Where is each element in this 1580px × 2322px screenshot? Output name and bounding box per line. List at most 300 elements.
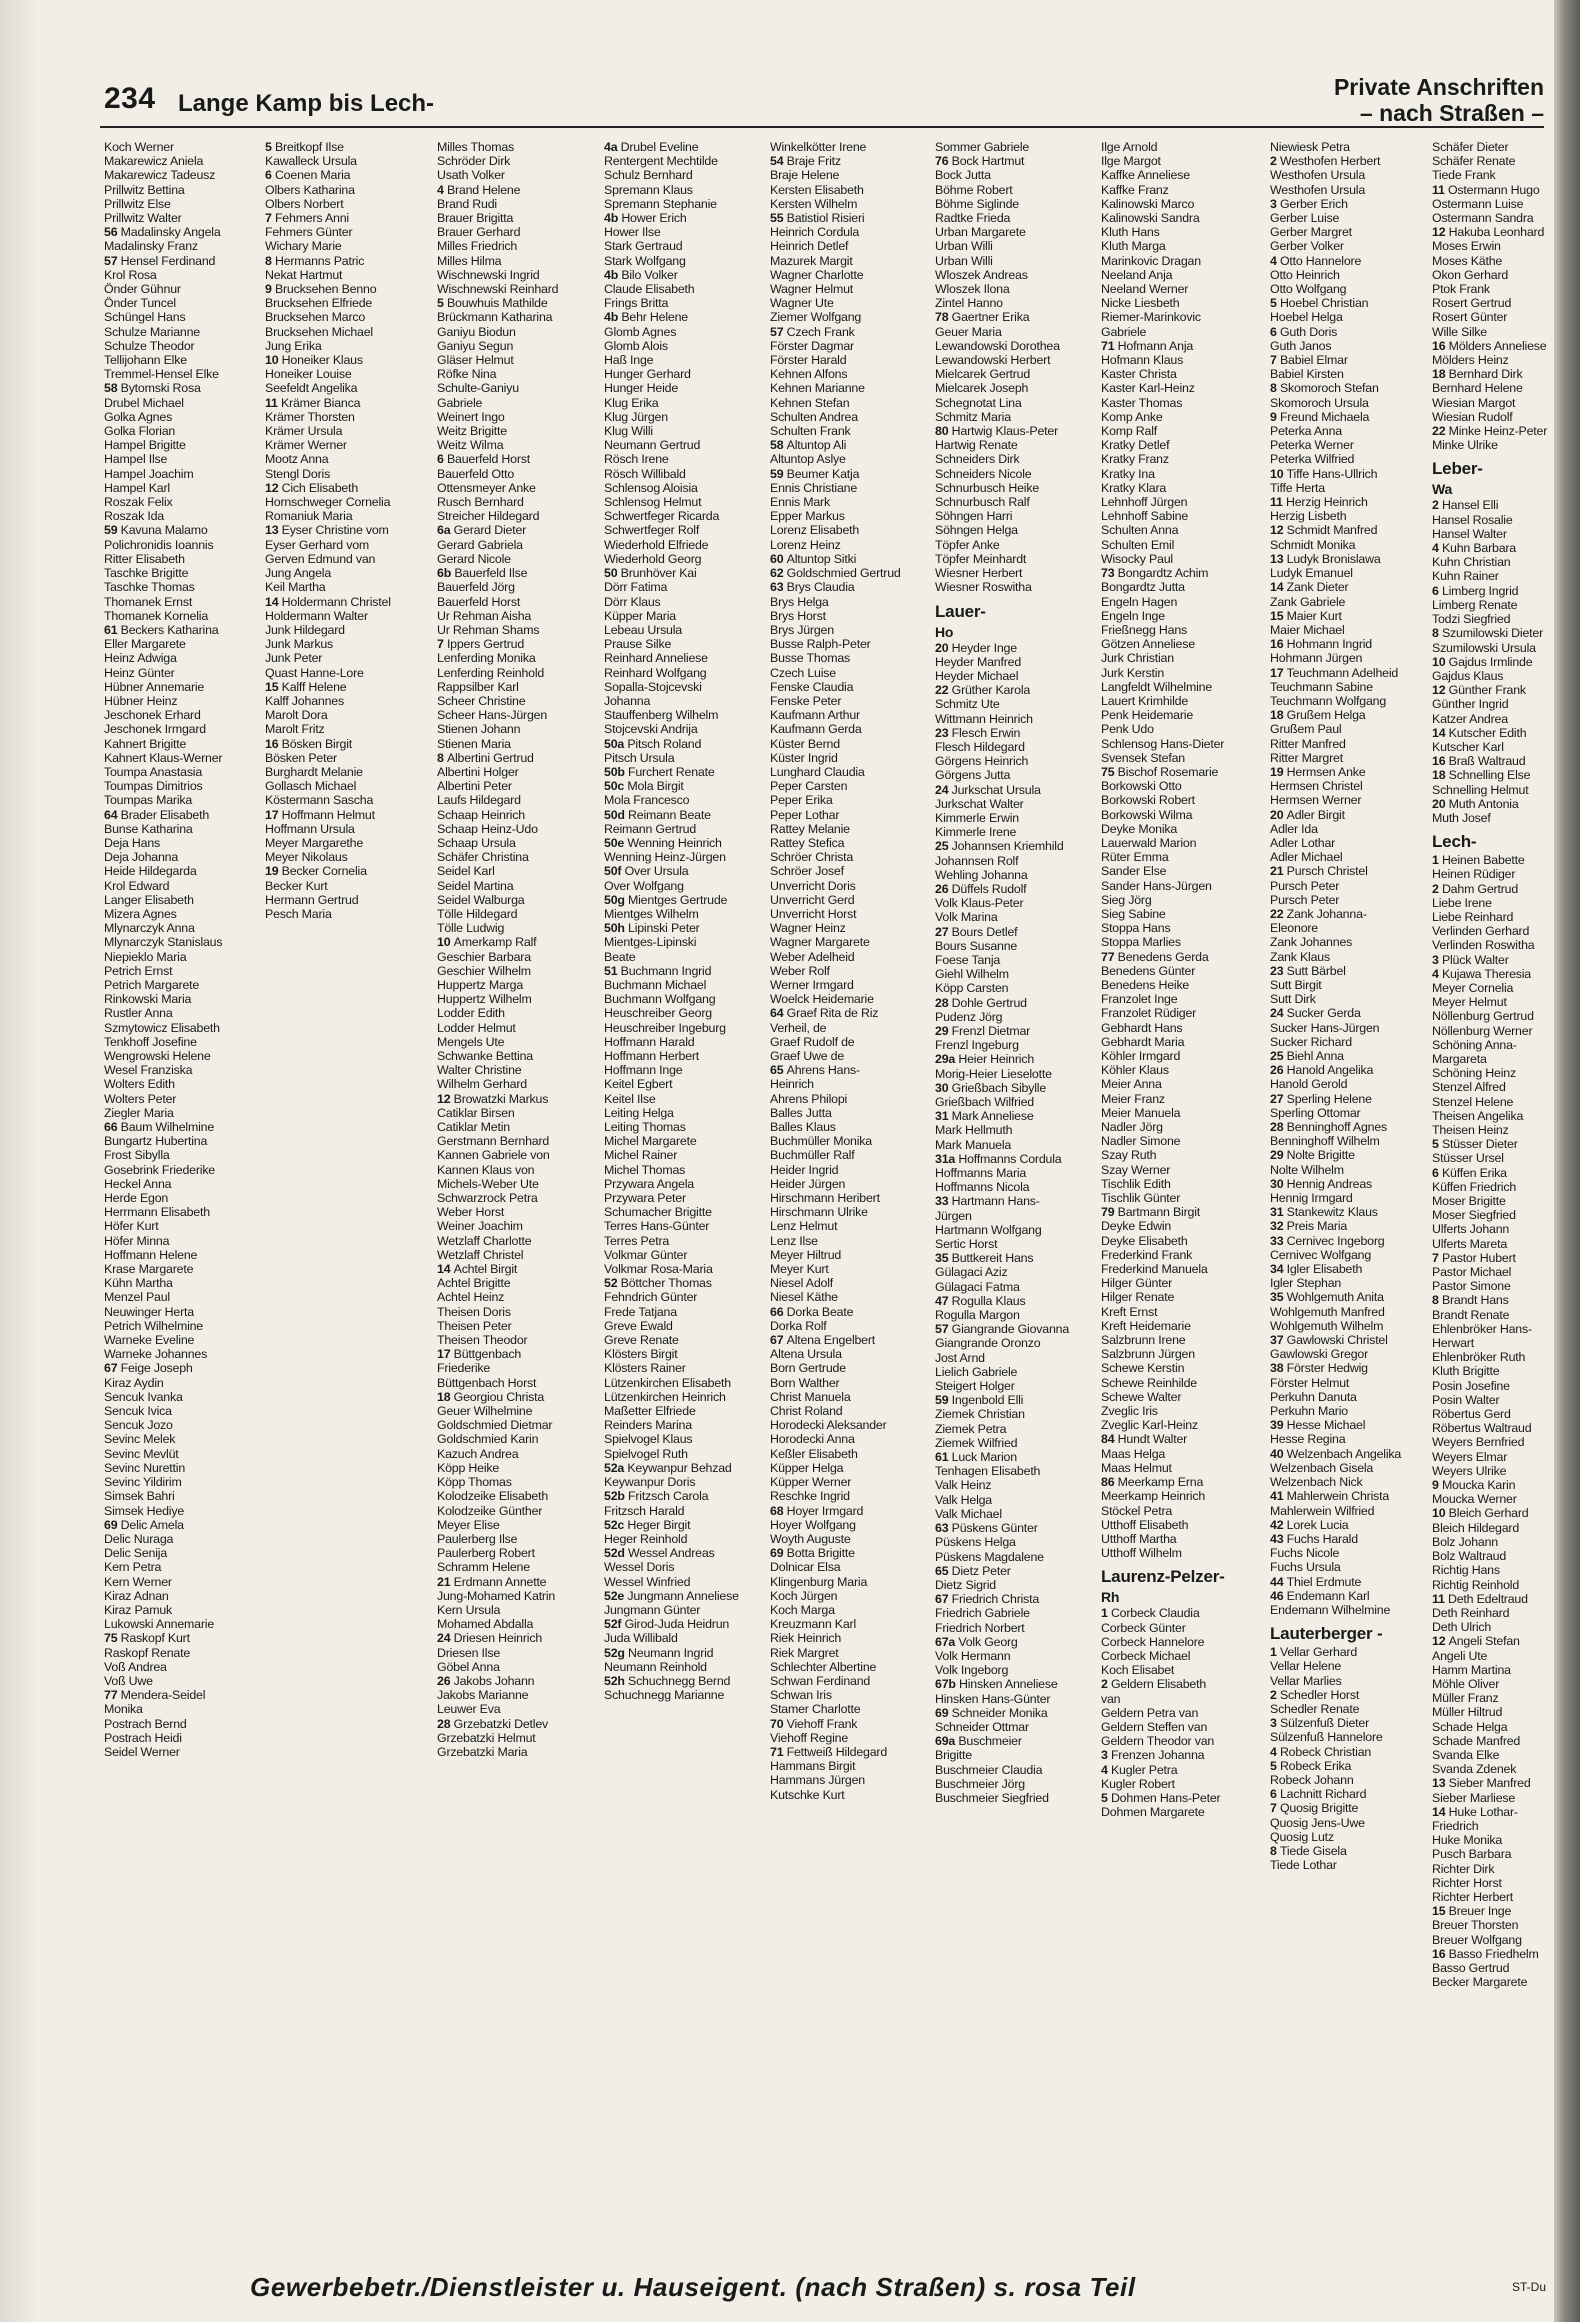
- directory-entry: Rosert Günter: [1432, 310, 1508, 325]
- house-number: 31a: [935, 1151, 959, 1166]
- directory-entry: Burghardt Melanie: [265, 764, 363, 779]
- directory-entry: 8 Hermanns Patric: [265, 253, 365, 268]
- directory-entry: Heinen Rüdiger: [1432, 867, 1516, 882]
- directory-entry: Müller Franz: [1432, 1691, 1499, 1706]
- directory-entry: Penk Udo: [1101, 722, 1154, 737]
- directory-entry: Prillwitz Walter: [104, 211, 182, 226]
- directory-entry: Ottensmeyer Anke: [437, 480, 536, 495]
- directory-entry: Meyer Nikolaus: [265, 850, 348, 865]
- directory-entry: 31a Hoffmanns Cordula: [935, 1151, 1062, 1166]
- house-number: 79: [1101, 1205, 1118, 1220]
- house-number: 57: [770, 324, 787, 339]
- directory-entry: Herwart: [1432, 1336, 1474, 1351]
- house-number: 50e: [604, 835, 628, 850]
- directory-entry: 9 Freund Michaela: [1270, 409, 1370, 424]
- directory-entry: Ulferts Mareta: [1432, 1236, 1508, 1251]
- directory-entry: Czech Luise: [770, 665, 836, 680]
- directory-entry: Beate: [604, 949, 636, 964]
- directory-entry: Eyser Gerhard vom: [265, 537, 370, 552]
- directory-entry: 69 Botta Brigitte: [770, 1546, 855, 1561]
- directory-entry: Leuwer Eva: [437, 1702, 501, 1717]
- directory-entry: Kaster Thomas: [1101, 395, 1183, 410]
- directory-entry: Menzel Paul: [104, 1290, 170, 1305]
- directory-entry: Ritter Margret: [1270, 750, 1343, 765]
- directory-entry: Seefeldt Angelika: [265, 381, 358, 396]
- directory-entry: Maßetter Elfriede: [604, 1404, 696, 1419]
- house-number: 21: [1270, 864, 1287, 879]
- directory-entry: Götzen Anneliese: [1101, 637, 1195, 652]
- directory-entry: Rattey Stefica: [770, 835, 845, 850]
- directory-entry: Frießnegg Hans: [1101, 622, 1188, 637]
- directory-entry: Schäfer Christina: [437, 850, 529, 865]
- house-number: 52c: [604, 1517, 628, 1532]
- directory-entry: Schulz Bernhard: [604, 168, 693, 183]
- directory-entry: Tölle Hildegard: [437, 906, 518, 921]
- directory-entry: 20 Muth Antonia: [1432, 796, 1519, 811]
- house-number: 20: [935, 640, 952, 655]
- directory-entry: 1 Heinen Babette: [1432, 853, 1525, 868]
- house-number: 8: [265, 253, 275, 268]
- directory-entry: Junk Markus: [265, 637, 334, 652]
- directory-entry: Köpp Thomas: [437, 1475, 512, 1490]
- directory-entry: 52b Fritzsch Carola: [604, 1489, 709, 1504]
- directory-entry: Monika: [104, 1702, 143, 1717]
- directory-entry: Grzebatzki Maria: [437, 1744, 528, 1759]
- directory-entry: Hilger Renate: [1101, 1290, 1175, 1305]
- directory-entry: Lorenz Elisabeth: [770, 523, 860, 538]
- directory-entry: Hampel Karl: [104, 480, 170, 495]
- directory-entry: 33 Cernivec Ingeborg: [1270, 1233, 1385, 1248]
- directory-entry: Bolz Waltraud: [1432, 1549, 1507, 1564]
- directory-entry: Goldschmied Dietmar: [437, 1418, 553, 1433]
- directory-entry: Kutscher Karl: [1432, 739, 1504, 754]
- directory-entry: Böhme Siglinde: [935, 196, 1019, 211]
- directory-entry: Frenzl Ingeburg: [935, 1038, 1019, 1053]
- directory-entry: Gerstmann Bernhard: [437, 1134, 550, 1149]
- directory-entry: 5 Robeck Erika: [1270, 1758, 1352, 1773]
- directory-entry: Ganiyu Biodun: [437, 324, 516, 339]
- directory-entry: Prause Silke: [604, 637, 672, 652]
- directory-entry: Woyth Auguste: [770, 1531, 851, 1546]
- directory-entry: Laufs Hildegard: [437, 793, 521, 808]
- directory-entry: 10 Gajdus Irmlinde: [1432, 654, 1533, 669]
- house-number: 29: [1270, 1148, 1287, 1163]
- directory-entry: Kolodzeike Elisabeth: [437, 1489, 549, 1504]
- directory-entry: Stark Gertraud: [604, 239, 683, 254]
- directory-entry: 4a Drubel Eveline: [604, 140, 699, 154]
- house-number: 77: [104, 1688, 121, 1703]
- directory-entry: Sucker Richard: [1270, 1034, 1352, 1049]
- directory-entry: Sopalla-Stojcevski: [604, 679, 702, 694]
- directory-entry: Kratky Klara: [1101, 480, 1167, 495]
- directory-entry: Posin Walter: [1432, 1392, 1500, 1407]
- directory-entry: Sutt Dirk: [1270, 992, 1316, 1007]
- house-number: 21: [437, 1574, 454, 1589]
- directory-entry: 28 Grzebatzki Detlev: [437, 1716, 549, 1731]
- house-number: 12: [1432, 225, 1449, 240]
- directory-entry: Robeck Johann: [1270, 1772, 1354, 1787]
- directory-entry: 7 Pastor Hubert: [1432, 1250, 1516, 1265]
- house-number: 40: [1270, 1446, 1287, 1461]
- directory-entry: Peterka Anna: [1270, 424, 1342, 439]
- directory-entry: 12 Cich Elisabeth: [265, 480, 359, 495]
- section-sublabel: – nach Straßen –: [1359, 100, 1544, 126]
- directory-entry: Keßler Elisabeth: [770, 1446, 858, 1461]
- directory-entry: Köhler Klaus: [1101, 1063, 1169, 1078]
- directory-entry: Heckel Anna: [104, 1176, 172, 1191]
- directory-entry: Hartwig Renate: [935, 438, 1018, 453]
- directory-entry: Vellar Marlies: [1270, 1673, 1342, 1688]
- directory-entry: Postrach Bernd: [104, 1716, 187, 1731]
- house-number: 67: [935, 1592, 952, 1607]
- house-number: 31: [935, 1109, 952, 1124]
- directory-entry: 59 Beumer Katja: [770, 466, 860, 481]
- directory-entry: Jurkschat Walter: [935, 796, 1024, 811]
- house-number: 60: [770, 551, 787, 566]
- directory-entry: Ritter Elisabeth: [104, 551, 185, 566]
- directory-entry: Brys Jürgen: [770, 622, 834, 637]
- directory-entry: Schaap Heinz-Udo: [437, 821, 538, 836]
- directory-entry: Kersten Elisabeth: [770, 182, 864, 197]
- directory-entry: Seidel Walburga: [437, 892, 525, 907]
- directory-entry: Zveglic Iris: [1101, 1404, 1158, 1419]
- directory-entry: Liebe Reinhard: [1432, 909, 1514, 924]
- directory-entry: Mizera Agnes: [104, 906, 177, 921]
- directory-entry: 80 Hartwig Klaus-Peter: [935, 424, 1059, 439]
- directory-entry: Gabriele: [437, 395, 483, 410]
- directory-entry: Jürgen: [935, 1208, 972, 1223]
- directory-entry: 24 Jurkschat Ursula: [935, 782, 1041, 797]
- directory-entry: Tischlik Günter: [1101, 1191, 1181, 1206]
- directory-entry: Hampel Brigitte: [104, 438, 186, 453]
- directory-entry: Klösters Rainer: [604, 1361, 686, 1376]
- house-number: 71: [770, 1744, 787, 1759]
- directory-entry: Utthoff Elisabeth: [1101, 1517, 1189, 1532]
- directory-entry: Klug Jürgen: [604, 409, 668, 424]
- directory-entry: Jeschonek Irmgard: [104, 722, 206, 737]
- directory-entry: Köpp Carsten: [935, 981, 1009, 996]
- directory-entry: Wehling Johanna: [935, 867, 1028, 882]
- house-number: 63: [770, 580, 787, 595]
- directory-entry: 3 Frenzen Johanna: [1101, 1748, 1205, 1763]
- house-number: 14: [265, 594, 282, 609]
- directory-entry: Giehl Wilhelm: [935, 967, 1009, 982]
- directory-entry: Kaffke Anneliese: [1101, 168, 1190, 183]
- directory-entry: Herzig Lisbeth: [1270, 509, 1347, 524]
- directory-entry: Mohamed Abdalla: [437, 1617, 534, 1632]
- directory-entry: Meyer Cornelia: [1432, 980, 1514, 995]
- house-number: 4b: [604, 211, 622, 226]
- scan-shadow: [0, 0, 40, 2322]
- directory-entry: Tremmel-Hensel Elke: [104, 367, 219, 382]
- directory-entry: Mazurek Margit: [770, 253, 853, 268]
- directory-entry: Krämer Thorsten: [265, 409, 355, 424]
- directory-entry: Weinert Ingo: [437, 409, 505, 424]
- house-number: 16: [1270, 637, 1287, 652]
- directory-entry: Pursch Peter: [1270, 878, 1340, 893]
- directory-entry: Hoffmann Ursula: [265, 821, 355, 836]
- directory-entry: Borkowski Robert: [1101, 793, 1195, 808]
- directory-entry: Weitz Brigitte: [437, 424, 507, 439]
- directory-entry: Hower Ilse: [604, 225, 661, 240]
- directory-entry: 63 Brys Claudia: [770, 580, 855, 595]
- house-number: 66: [104, 1120, 121, 1135]
- directory-entry: Geldern Theodor van: [1101, 1734, 1215, 1749]
- directory-entry: 22 Grüther Karola: [935, 683, 1031, 698]
- directory-entry: Wohlgemuth Wilhelm: [1270, 1318, 1384, 1333]
- directory-entry: Stamer Charlotte: [770, 1702, 861, 1717]
- directory-entry: Voß Andrea: [104, 1659, 167, 1674]
- directory-entry: 67 Friedrich Christa: [935, 1592, 1040, 1607]
- directory-entry: Förster Dagmar: [770, 338, 854, 353]
- directory-entry: Göbel Anna: [437, 1659, 500, 1674]
- house-number: 16: [1432, 754, 1449, 769]
- directory-entry: Lodder Helmut: [437, 1020, 516, 1035]
- directory-entry: Volk Klaus-Peter: [935, 896, 1024, 911]
- directory-entry: Terres Hans-Günter: [604, 1219, 710, 1234]
- directory-entry: 19 Hermsen Anke: [1270, 764, 1366, 779]
- directory-entry: Petrich Wilhelmine: [104, 1318, 203, 1333]
- directory-entry: Kreft Heidemarie: [1101, 1318, 1191, 1333]
- directory-entry: Weyers Elmar: [1432, 1449, 1508, 1464]
- directory-entry: Thomanek Kornelia: [104, 608, 209, 623]
- house-number: 47: [935, 1293, 952, 1308]
- directory-entry: Ennis Mark: [770, 495, 830, 510]
- directory-entry: Hoffmann Harald: [604, 1034, 695, 1049]
- house-number: 9: [1432, 1478, 1442, 1493]
- directory-entry: Wille Silke: [1432, 324, 1487, 339]
- directory-entry: Kiraz Adnan: [104, 1588, 169, 1603]
- directory-entry: Nekat Hartmut: [265, 267, 343, 282]
- directory-entry: 16 Mölders Anneliese: [1432, 338, 1547, 353]
- directory-entry: Wiederhold Elfriede: [604, 537, 709, 552]
- directory-entry: Kühn Martha: [104, 1276, 173, 1291]
- directory-entry: Honeiker Louise: [265, 367, 352, 382]
- directory-entry: Deja Hans: [104, 835, 161, 850]
- directory-entry: Mientges Wilhelm: [604, 906, 699, 921]
- directory-entry: 10 Tiffe Hans-Ullrich: [1270, 466, 1378, 481]
- directory-entry: 4b Hower Erich: [604, 211, 687, 226]
- directory-entry: 27 Bours Detlef: [935, 924, 1018, 939]
- directory-entry: 8 Szumilowski Dieter: [1432, 626, 1543, 641]
- house-number: 18: [1270, 708, 1287, 723]
- directory-entry: Eller Margarete: [104, 637, 186, 652]
- directory-entry: Neumann Gertrud: [604, 438, 701, 453]
- house-number: 52b: [604, 1489, 628, 1504]
- directory-entry: Theisen Peter: [437, 1318, 512, 1333]
- directory-entry: Pastor Michael: [1432, 1265, 1512, 1280]
- directory-entry: Westhofen Ursula: [1270, 182, 1366, 197]
- directory-entry: Wagner Margarete: [770, 935, 870, 950]
- directory-entry: Maas Helga: [1101, 1446, 1166, 1461]
- directory-entry: Petrich Margarete: [104, 977, 200, 992]
- directory-entry: Theisen Heinz: [1432, 1123, 1509, 1137]
- directory-entry: 17 Büttgenbach: [437, 1347, 522, 1362]
- house-number: 61: [935, 1450, 952, 1465]
- house-number: 30: [935, 1080, 952, 1095]
- directory-entry: Utthoff Martha: [1101, 1531, 1177, 1546]
- directory-entry: Polichronidis Ioannis: [104, 537, 214, 552]
- house-number: 67b: [935, 1677, 959, 1692]
- directory-entry: Niepieklo Maria: [104, 949, 187, 964]
- directory-entry: Jung Erika: [265, 338, 322, 353]
- directory-entry: Sucker Hans-Jürgen: [1270, 1020, 1380, 1035]
- house-number: 3: [1432, 952, 1442, 967]
- directory-entry: Wisocky Paul: [1101, 551, 1173, 566]
- directory-entry: Stoppa Hans: [1101, 921, 1171, 936]
- directory-entry: 51 Buchmann Ingrid: [604, 963, 712, 978]
- directory-entry: Terres Petra: [604, 1233, 670, 1248]
- directory-entry: Weber Adelheid: [770, 949, 855, 964]
- directory-entry: Catiklar Birsen: [437, 1105, 515, 1120]
- house-number: 69: [770, 1546, 787, 1561]
- directory-entry: Otto Heinrich: [1270, 267, 1340, 282]
- house-number: 69a: [935, 1734, 959, 1749]
- directory-entry: Mielcarek Joseph: [935, 381, 1029, 396]
- directory-entry: 4 Kujawa Theresia: [1432, 966, 1532, 981]
- directory-entry: Kluth Hans: [1101, 225, 1160, 240]
- directory-entry: Horodecki Aleksander: [770, 1418, 887, 1433]
- directory-entry: Raskopf Renate: [104, 1645, 191, 1660]
- house-number: 19: [1270, 764, 1287, 779]
- directory-entry: Niewiesk Petra: [1270, 140, 1350, 154]
- directory-entry: 3 Plück Walter: [1432, 952, 1509, 967]
- house-number: 11: [1270, 495, 1286, 510]
- directory-entry: 47 Rogulla Klaus: [935, 1293, 1026, 1308]
- directory-entry: Lewandowski Herbert: [935, 353, 1051, 368]
- directory-entry: Heider Ingrid: [770, 1162, 839, 1177]
- directory-entry: Gawlowski Gregor: [1270, 1347, 1369, 1362]
- directory-entry: Küpper Maria: [604, 608, 676, 623]
- directory-entry: 40 Welzenbach Angelika: [1270, 1446, 1402, 1461]
- directory-entry: 4 Robeck Christian: [1270, 1744, 1372, 1759]
- directory-entry: Höfer Minna: [104, 1233, 170, 1248]
- directory-entry: 18 Georgiou Christa: [437, 1389, 545, 1404]
- directory-entry: Marinkovic Dragan: [1101, 253, 1201, 268]
- directory-entry: Busse Thomas: [770, 651, 851, 666]
- house-number: 7: [1432, 1250, 1442, 1265]
- house-number: 52a: [604, 1460, 628, 1475]
- directory-entry: Kratky Detlef: [1101, 438, 1170, 453]
- directory-entry: Neeland Anja: [1101, 267, 1173, 282]
- directory-entry: Greve Ewald: [604, 1318, 673, 1333]
- directory-entry: 31 Stankewitz Klaus: [1270, 1205, 1378, 1220]
- directory-entry: Dietz Sigrid: [935, 1577, 996, 1592]
- directory-entry: 20 Heyder Inge: [935, 640, 1017, 655]
- directory-entry: Basso Gertrud: [1432, 1960, 1510, 1975]
- directory-entry: Sander Else: [1101, 864, 1167, 879]
- directory-entry: Christ Manuela: [770, 1389, 851, 1404]
- directory-entry: Dolnicar Elsa: [770, 1560, 841, 1575]
- directory-entry: Albertini Peter: [437, 779, 512, 794]
- directory-entry: Köstermann Sascha: [265, 793, 374, 808]
- house-number: 12: [437, 1091, 454, 1106]
- directory-entry: Leiting Helga: [604, 1105, 674, 1120]
- directory-entry: Eleonore: [1270, 921, 1318, 936]
- directory-entry: 6 Limberg Ingrid: [1432, 583, 1519, 598]
- directory-entry: Schade Manfred: [1432, 1733, 1521, 1748]
- house-number: 4: [437, 182, 447, 197]
- directory-entry: Svensek Stefan: [1101, 750, 1185, 765]
- directory-entry: Ur Rehman Aisha: [437, 608, 532, 623]
- directory-entry: Przywara Peter: [604, 1191, 686, 1206]
- directory-entry: Lebeau Ursula: [604, 622, 682, 637]
- directory-entry: Peper Carsten: [770, 779, 848, 794]
- directory-entry: 7 Fehmers Anni: [265, 211, 349, 226]
- directory-entry: 37 Gawlowski Christel: [1270, 1333, 1388, 1348]
- directory-entry: 28 Benninghoff Agnes: [1270, 1120, 1388, 1135]
- house-number: 67a: [935, 1634, 959, 1649]
- directory-entry: Rusch Bernhard: [437, 495, 524, 510]
- house-number: 4: [1432, 966, 1442, 981]
- directory-entry: Mola Francesco: [604, 793, 690, 808]
- directory-entry: Holdermann Walter: [265, 608, 368, 623]
- directory-entry: Geuer Maria: [935, 324, 1002, 339]
- directory-entry: Sencuk Ivanka: [104, 1389, 183, 1404]
- house-number: 25: [935, 839, 952, 854]
- directory-entry: Lewandowski Dorothea: [935, 338, 1060, 353]
- directory-entry: Hermsen Werner: [1270, 793, 1362, 808]
- directory-entry: Vellar Helene: [1270, 1659, 1342, 1674]
- directory-entry: Komp Ralf: [1101, 424, 1158, 439]
- directory-entry: 50 Brunhöver Kai: [604, 566, 697, 581]
- directory-entry: Wengrowski Helene: [104, 1049, 211, 1063]
- directory-entry: Grußem Paul: [1270, 722, 1342, 737]
- directory-entry: Röbertus Waltraud: [1432, 1421, 1532, 1436]
- directory-entry: Bock Jutta: [935, 168, 991, 183]
- directory-entry: Reinhard Anneliese: [604, 651, 708, 666]
- directory-entry: Schlechter Albertine: [770, 1659, 877, 1674]
- directory-entry: Küster Bernd: [770, 736, 840, 751]
- directory-entry: Grießbach Wilfried: [935, 1095, 1034, 1109]
- directory-entry: Wohlgemuth Manfred: [1270, 1304, 1385, 1319]
- directory-entry: Flesch Hildegard: [935, 739, 1025, 754]
- directory-entry: Reinhard Wolfgang: [604, 665, 707, 680]
- directory-entry: Pastor Simone: [1432, 1279, 1511, 1294]
- directory-entry: 14 Holdermann Christel: [265, 594, 391, 609]
- directory-entry: Fenske Claudia: [770, 679, 854, 694]
- directory-entry: Lenferding Monika: [437, 651, 536, 666]
- directory-entry: Lodder Edith: [437, 1006, 505, 1021]
- house-number: 30: [1270, 1176, 1287, 1191]
- directory-entry: Schulze Marianne: [104, 324, 200, 339]
- directory-entry: 8 Albertini Gertrud: [437, 750, 534, 765]
- house-number: 2: [1101, 1677, 1111, 1692]
- directory-entry: Schwertfeger Rolf: [604, 523, 700, 538]
- house-number: 35: [935, 1251, 952, 1266]
- directory-entry: Sperling Ottomar: [1270, 1105, 1361, 1120]
- directory-entry: Kratky Ina: [1101, 466, 1155, 481]
- footer-tag: ST-Du: [1511, 2280, 1546, 2294]
- directory-entry: 18 Grußem Helga: [1270, 708, 1366, 723]
- directory-entry: Lützenkirchen Heinrich: [604, 1389, 726, 1404]
- house-number: 64: [104, 807, 121, 822]
- directory-entry: Lielich Gabriele: [935, 1364, 1018, 1379]
- directory-entry: Perkuhn Mario: [1270, 1404, 1348, 1419]
- house-number: 50h: [604, 921, 628, 936]
- directory-entry: Mark Manuela: [935, 1137, 1012, 1152]
- directory-entry: Deyke Edwin: [1101, 1219, 1172, 1234]
- directory-entry: Usath Volker: [437, 168, 505, 183]
- directory-entry: 9 Brucksehen Benno: [265, 282, 377, 297]
- directory-entry: Krol Rosa: [104, 267, 157, 282]
- directory-entry: Schramm Helene: [437, 1560, 530, 1575]
- directory-entry: 15 Breuer Inge: [1432, 1904, 1512, 1919]
- directory-entry: 11 Krämer Bianca: [265, 395, 361, 410]
- house-number: 52e: [604, 1588, 628, 1603]
- directory-entry: Hoffmann Inge: [604, 1063, 683, 1078]
- directory-entry: 30 Hennig Andreas: [1270, 1176, 1372, 1191]
